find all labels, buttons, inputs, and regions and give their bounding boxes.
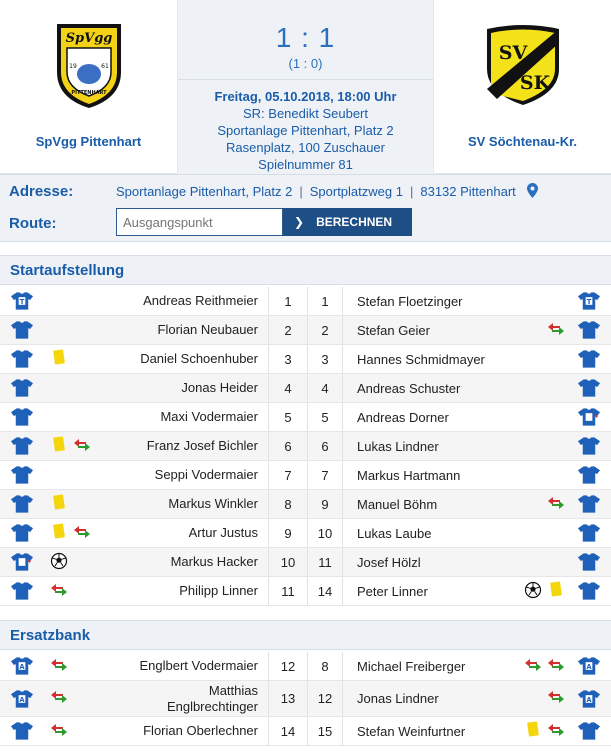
- home-jersey-icon: [10, 316, 34, 344]
- lineup-row: [0, 519, 611, 548]
- home-player-events: [48, 577, 70, 605]
- away-player-name[interactable]: Lukas Laube: [357, 525, 432, 541]
- home-player-name[interactable]: Philipp Linner: [179, 583, 258, 598]
- home-player-events: [48, 519, 93, 547]
- yellow-card-icon: [48, 434, 70, 459]
- substitution-icon: [545, 492, 567, 517]
- lineup-row: [0, 374, 611, 403]
- away-player-number: 4: [308, 374, 343, 402]
- away-player-name[interactable]: Manuel Böhm: [357, 496, 438, 512]
- lineup-row: [0, 490, 611, 519]
- home-jersey-icon: [10, 461, 34, 489]
- home-player-name[interactable]: Daniel Schoenhuber: [140, 351, 258, 366]
- away-player-number: 14: [308, 577, 343, 605]
- home-jersey-icon: [10, 403, 34, 431]
- away-jersey-icon: [577, 461, 601, 489]
- home-player-name[interactable]: Florian Neubauer: [157, 322, 258, 337]
- away-player-name[interactable]: Stefan Floetzinger: [357, 293, 463, 309]
- away-player-name[interactable]: Peter Linner: [357, 583, 428, 599]
- lineup-row: [0, 717, 611, 746]
- bench-table: [0, 652, 611, 746]
- away-player-name[interactable]: Lukas Lindner: [357, 438, 439, 454]
- lineup-row: [0, 316, 611, 345]
- home-jersey-icon: [10, 717, 34, 745]
- home-player-name[interactable]: Jonas Heider: [181, 380, 258, 395]
- away-jersey-icon: [577, 681, 601, 716]
- halftime-score: (1 : 0): [288, 56, 323, 71]
- match-info: [178, 88, 433, 173]
- match-summary: [177, 0, 434, 174]
- bench-title: Ersatzbank: [0, 620, 611, 650]
- svg-text:A: A: [19, 695, 25, 704]
- home-player-name[interactable]: Markus Hacker: [170, 554, 258, 569]
- match-header: [0, 0, 611, 174]
- home-team-name[interactable]: SpVgg Pittenhart: [35, 134, 142, 149]
- route-label: Route:: [9, 215, 57, 232]
- yellow-card-icon: [522, 719, 544, 744]
- svg-text:A: A: [586, 662, 592, 671]
- home-player-number: 11: [268, 577, 308, 605]
- home-player-name[interactable]: Artur Justus: [188, 525, 258, 540]
- home-player-name[interactable]: Maxi Vodermaier: [160, 409, 258, 424]
- address-label: Adresse:: [9, 183, 74, 200]
- away-player-number: 8: [308, 652, 343, 680]
- home-jersey-icon: [10, 577, 34, 605]
- home-player-name[interactable]: Franz Josef Bichler: [146, 438, 258, 453]
- home-player-number: 3: [268, 345, 308, 373]
- away-crest-icon: [483, 23, 563, 107]
- goal-ball-icon: [48, 550, 70, 575]
- away-player-number: 9: [308, 490, 343, 518]
- svg-text:19: 19: [68, 63, 77, 70]
- away-player-number: 2: [308, 316, 343, 344]
- away-team[interactable]: [434, 0, 611, 174]
- substitution-icon: [522, 654, 544, 679]
- away-jersey-icon: [577, 652, 601, 680]
- svg-text:61: 61: [100, 63, 109, 70]
- starting-lineup-table: [0, 287, 611, 606]
- lineup-row: [0, 403, 611, 432]
- address-venue[interactable]: Sportanlage Pittenhart, Platz 2: [116, 184, 293, 199]
- home-player-name[interactable]: Markus Winkler: [168, 496, 258, 511]
- substitution-icon: [545, 686, 567, 711]
- map-pin-icon[interactable]: [527, 183, 538, 201]
- route-start-input[interactable]: [116, 208, 283, 236]
- home-player-events: [48, 432, 93, 460]
- away-team-name[interactable]: SV Söchtenau-Kr.: [467, 134, 578, 149]
- away-player-number: 5: [308, 403, 343, 431]
- lineup-row: [0, 287, 611, 316]
- away-player-name[interactable]: Michael Freiberger: [357, 658, 466, 674]
- away-player-events: [522, 577, 567, 605]
- ground-attendance: Rasenplatz, 100 Zuschauer: [226, 140, 385, 155]
- address-separator: |: [409, 184, 414, 199]
- substitution-icon: [48, 719, 70, 744]
- away-player-events: [545, 490, 567, 518]
- home-player-number: 13: [268, 681, 308, 716]
- away-player-number: 12: [308, 681, 343, 716]
- home-player-name[interactable]: Florian Oberlechner: [143, 723, 258, 738]
- home-jersey-icon: [10, 432, 34, 460]
- svg-text:T: T: [19, 297, 25, 306]
- lineup-row: [0, 345, 611, 374]
- away-jersey-icon: [577, 548, 601, 576]
- home-jersey-icon: [10, 652, 34, 680]
- substitution-icon: [48, 654, 70, 679]
- home-player-name[interactable]: Andreas Reithmeier: [143, 293, 258, 308]
- svg-text:SK: SK: [519, 72, 550, 94]
- away-player-number: 1: [308, 287, 343, 315]
- home-player-events: [48, 490, 70, 518]
- home-jersey-icon: [10, 681, 34, 716]
- substitution-icon: [48, 686, 70, 711]
- yellow-card-icon: [48, 347, 70, 372]
- goal-ball-icon: [522, 579, 544, 604]
- substitution-icon: [545, 654, 567, 679]
- home-player-events: [48, 548, 70, 576]
- away-player-name[interactable]: Andreas Dorner: [357, 409, 449, 425]
- svg-text:SpVgg: SpVgg: [65, 31, 112, 46]
- away-player-number: 11: [308, 548, 343, 576]
- away-player-number: 7: [308, 461, 343, 489]
- svg-text:PITTENHART: PITTENHART: [70, 90, 107, 96]
- home-crest-icon: [51, 20, 127, 110]
- home-player-number: 7: [268, 461, 308, 489]
- away-jersey-icon: [577, 403, 601, 431]
- home-jersey-icon: [10, 374, 34, 402]
- away-jersey-icon: [577, 287, 601, 315]
- away-player-number: 6: [308, 432, 343, 460]
- referee: SR: Benedikt Seubert: [242, 106, 369, 121]
- address-city[interactable]: 83132 Pittenhart: [420, 184, 516, 199]
- lineup-row: [0, 432, 611, 461]
- address-street[interactable]: Sportplatzweg 1: [309, 184, 403, 199]
- away-player-number: 3: [308, 345, 343, 373]
- calculate-route-button[interactable]: [283, 208, 412, 236]
- svg-text:A: A: [19, 662, 25, 671]
- home-player-events: [48, 345, 70, 373]
- home-player-events: [48, 652, 70, 680]
- home-player-name[interactable]: Seppi Vodermaier: [154, 467, 258, 482]
- home-jersey-icon: [10, 345, 34, 373]
- away-player-name[interactable]: Josef Hölzl: [357, 554, 421, 570]
- home-player-events: [48, 681, 70, 716]
- home-player-number: 12: [268, 652, 308, 680]
- home-jersey-icon: [10, 519, 34, 547]
- away-jersey-icon: [577, 345, 601, 373]
- away-team-logo[interactable]: [478, 20, 568, 110]
- svg-text:T: T: [586, 297, 592, 306]
- home-player-number: 8: [268, 490, 308, 518]
- substitution-icon: [48, 579, 70, 604]
- away-player-name[interactable]: Jonas Lindner: [357, 691, 439, 706]
- home-player-events: [48, 717, 70, 745]
- away-player-events: [545, 316, 567, 344]
- address-panel: [0, 174, 611, 242]
- home-player-number: 2: [268, 316, 308, 344]
- away-jersey-icon: [577, 374, 601, 402]
- venue: Sportanlage Pittenhart, Platz 2: [217, 123, 394, 138]
- away-player-events: [522, 652, 567, 680]
- home-player-number: 9: [268, 519, 308, 547]
- home-team[interactable]: [0, 0, 177, 174]
- away-jersey-icon: [577, 519, 601, 547]
- yellow-card-icon: [48, 492, 70, 517]
- final-score: 1 : 1: [275, 22, 336, 53]
- away-player-name[interactable]: Stefan Weinfurtner: [357, 723, 466, 739]
- away-player-number: 15: [308, 717, 343, 745]
- home-player-name[interactable]: Englbert Vodermaier: [139, 658, 258, 673]
- lineup-row: [0, 652, 611, 681]
- home-player-number: 14: [268, 717, 308, 745]
- substitution-icon: [545, 318, 567, 343]
- address-value[interactable]: [116, 183, 538, 201]
- home-player-number: 1: [268, 287, 308, 315]
- away-player-events: [545, 681, 567, 716]
- away-jersey-icon: [577, 432, 601, 460]
- yellow-card-icon: [545, 579, 567, 604]
- address-separator: |: [299, 184, 303, 199]
- game-number: Spielnummer 81: [258, 157, 353, 172]
- svg-text:SV: SV: [498, 42, 527, 64]
- substitution-icon: [545, 719, 567, 744]
- chevron-right-icon: ❯: [294, 215, 305, 229]
- home-player-number: 4: [268, 374, 308, 402]
- match-date: Freitag, 05.10.2018, 18:00 Uhr: [214, 89, 397, 104]
- svg-text:A: A: [586, 695, 592, 704]
- away-player-number: 10: [308, 519, 343, 547]
- home-team-logo[interactable]: [44, 20, 134, 110]
- away-player-name[interactable]: Markus Hartmann: [357, 467, 461, 483]
- home-jersey-icon: [10, 490, 34, 518]
- substitution-icon: [71, 521, 93, 546]
- home-jersey-icon: [10, 548, 34, 576]
- lineup-row: [0, 461, 611, 490]
- lineup-row: [0, 577, 611, 606]
- substitution-icon: [71, 434, 93, 459]
- home-player-number: 10: [268, 548, 308, 576]
- home-player-number: 6: [268, 432, 308, 460]
- yellow-card-icon: [48, 521, 70, 546]
- away-player-name[interactable]: Hannes Schmidmayer: [357, 351, 485, 367]
- away-jersey-icon: [577, 490, 601, 518]
- away-player-name[interactable]: Stefan Geier: [357, 322, 430, 338]
- home-player-name[interactable]: Matthias Englbrechtinger: [166, 682, 258, 714]
- away-jersey-icon: [577, 577, 601, 605]
- starting-lineup-title: Startaufstellung: [0, 255, 611, 285]
- away-player-events: [522, 717, 567, 745]
- away-player-name[interactable]: Andreas Schuster: [357, 380, 461, 396]
- summary-divider: [178, 79, 433, 80]
- away-jersey-icon: [577, 316, 601, 344]
- home-player-number: 5: [268, 403, 308, 431]
- away-jersey-icon: [577, 717, 601, 745]
- lineup-row: [0, 681, 611, 717]
- lineup-row: [0, 548, 611, 577]
- calculate-route-label: BERECHNEN: [316, 215, 393, 229]
- home-jersey-icon: [10, 287, 34, 315]
